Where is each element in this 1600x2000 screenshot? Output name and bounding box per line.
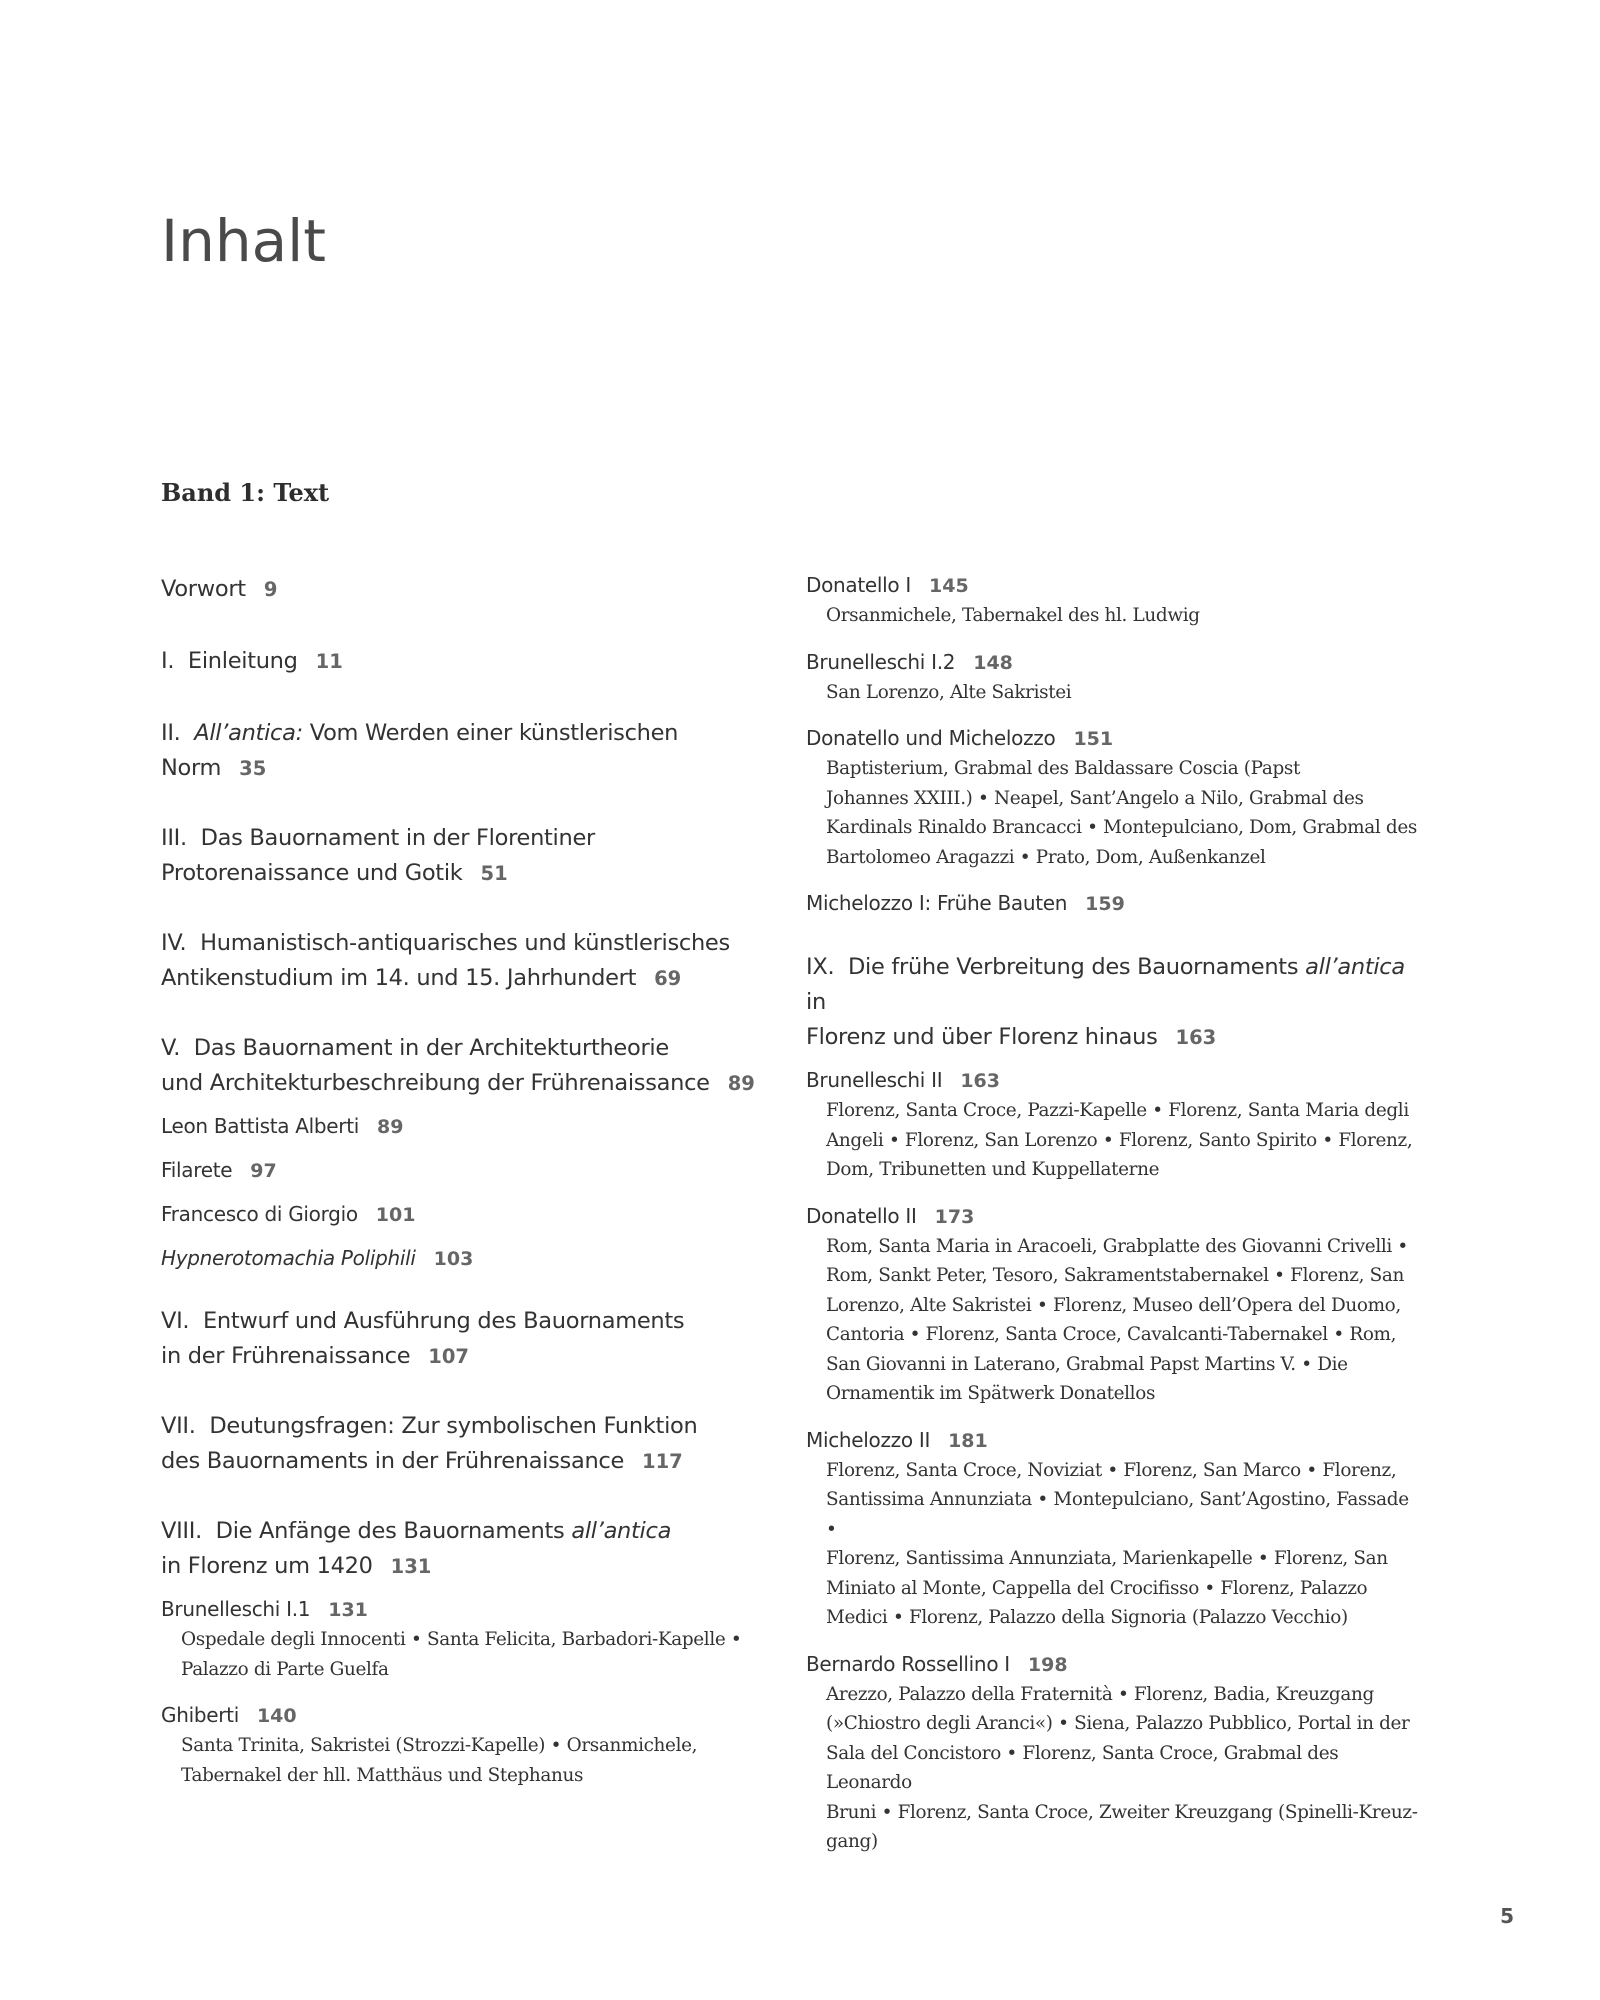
- entry-title-italic: All’antica:: [194, 720, 303, 746]
- description-line: Rom, Sankt Peter, Tesoro, Sakramentstabernakel • Florenz, San: [826, 1265, 1404, 1286]
- subentry-title: Bernardo Rossellino I: [806, 1651, 1010, 1676]
- subentry-title: Donatello und Michelozzo: [806, 726, 1056, 750]
- description-line: Bruni • Florenz, Santa Croce, Zweiter Kreuzgang (Spinelli-Kreuz-: [826, 1801, 1418, 1823]
- chapter-number: III.: [161, 825, 187, 851]
- subentry-title: Brunelleschi II: [806, 1068, 943, 1092]
- subentry-title: Hypnerotomachia Poliphili: [161, 1246, 416, 1270]
- entry-title-line2: Protorenaissance und Gotik: [161, 860, 463, 886]
- subentry-page: 159: [1085, 893, 1125, 915]
- entry-title-italic: all’antica: [1305, 954, 1405, 980]
- entry-title: Vorwort: [161, 576, 246, 602]
- description-line: Florenz, Santa Croce, Pazzi-Kapelle • Florenz, Santa Maria degli: [826, 1100, 1409, 1121]
- entry-title-line2: des Bauornaments in der Frührenaissance: [161, 1448, 625, 1474]
- subentry-title: Brunelleschi I.1: [161, 1597, 311, 1621]
- description-line: Miniato al Monte, Cappella del Crocifisso • Florenz, Palazzo: [826, 1577, 1368, 1599]
- description-line: Cantoria • Florenz, Santa Croce, Cavalcanti-Tabernakel • Rom,: [826, 1324, 1397, 1345]
- subentry-page: 89: [377, 1116, 404, 1138]
- subentry-description: [161, 1731, 761, 1790]
- entry-title: Das Bauornament in der Architekturtheorie: [193, 1035, 669, 1061]
- description-line: Santissima Annunziata • Montepulciano, Sant’Agostino, Fassade •: [826, 1489, 1409, 1540]
- entry-page: 107: [428, 1345, 469, 1368]
- toc-entry-chapter-4[interactable]: [161, 926, 761, 996]
- description-line: Baptisterium, Grabmal des Baldassare Coscia (Papst: [826, 758, 1300, 779]
- subentry-page: 151: [1073, 728, 1114, 750]
- entry-title-line2: in der Frührenaissance: [161, 1343, 411, 1369]
- description-line: Tabernakel der hll. Matthäus und Stephanus: [181, 1764, 584, 1786]
- toc-subentry[interactable]: [806, 647, 1418, 678]
- description-line: San Lorenzo, Alte Sakristei: [826, 681, 1072, 703]
- subentry-title: Michelozzo I: Frühe Bauten: [806, 891, 1068, 915]
- toc-entry-chapter-3[interactable]: [161, 821, 761, 891]
- chapter-number: V.: [161, 1035, 181, 1061]
- subentry-description: [806, 1680, 1418, 1857]
- entry-title: Das Bauornament in der Florentiner: [200, 825, 595, 851]
- subentry-page: 103: [433, 1248, 474, 1270]
- entry-title: Deutungsfragen: Zur symbolischen Funktion: [209, 1413, 698, 1439]
- subentry-page: 131: [328, 1599, 368, 1621]
- subentry-page: 181: [948, 1429, 988, 1452]
- subentry-page: 163: [960, 1070, 1000, 1092]
- subentry-page: 145: [929, 575, 969, 597]
- band-heading: Band 1: Text: [161, 478, 330, 507]
- subentry-title: Ghiberti: [161, 1703, 239, 1727]
- entry-title-line2: und Architekturbeschreibung der Frührenaissance: [161, 1070, 710, 1096]
- description-line: Kardinals Rinaldo Brancacci • Montepulciano, Dom, Grabmal des: [826, 817, 1417, 838]
- toc-entry-chapter-1[interactable]: [161, 644, 761, 679]
- subentry-description: [806, 678, 1418, 708]
- entry-page: 69: [654, 967, 682, 990]
- description-line: Dom, Tribunetten und Kuppellaterne: [826, 1159, 1160, 1180]
- chapter-number: VIII.: [161, 1518, 202, 1544]
- entry-title: Die frühe Verbreitung des Bauornaments: [848, 954, 1299, 980]
- description-line: Angeli • Florenz, San Lorenzo • Florenz, Santo Spirito • Florenz,: [826, 1129, 1413, 1151]
- subentry-description: [806, 1232, 1418, 1409]
- chapter-number: IX.: [806, 954, 835, 980]
- subentry-page: 198: [1027, 1653, 1068, 1676]
- chapter-number: II.: [161, 720, 181, 746]
- subentry-page: 173: [934, 1205, 975, 1228]
- toc-subentry[interactable]: [806, 570, 1418, 601]
- subentry-title: Brunelleschi I.2: [806, 649, 956, 674]
- toc-subentry[interactable]: [161, 1199, 761, 1230]
- toc-subentry[interactable]: [161, 1111, 761, 1142]
- entry-title: Entwurf und Ausführung des Bauornaments: [203, 1308, 685, 1334]
- subentry-page: 148: [973, 651, 1013, 674]
- entry-title-italic: all’antica: [571, 1518, 672, 1544]
- toc-subentry[interactable]: [806, 888, 1418, 919]
- subentry-description: [806, 601, 1418, 631]
- subentry-title: Donatello II: [806, 1203, 917, 1228]
- entry-page: 9: [263, 578, 278, 601]
- entry-page: 11: [315, 650, 343, 673]
- page-title: Inhalt: [161, 207, 327, 275]
- toc-entry-chapter-9[interactable]: [806, 950, 1418, 1055]
- entry-title-line2: Florenz und über Florenz hinaus: [806, 1024, 1158, 1050]
- entry-page: 163: [1175, 1026, 1217, 1049]
- page-number: 5: [1500, 1904, 1514, 1928]
- entry-title-post: in: [806, 989, 826, 1015]
- entry-title-line2: in Florenz um 1420: [161, 1553, 373, 1579]
- chapter-number: IV.: [161, 930, 187, 956]
- toc-subentry[interactable]: [161, 1155, 761, 1186]
- entry-title: Vom Werden einer künstlerischen: [309, 720, 679, 746]
- entry-page: 89: [727, 1072, 755, 1095]
- toc-entry-chapter-8[interactable]: [161, 1514, 761, 1584]
- chapter-number: VII.: [161, 1413, 196, 1439]
- toc-subentry[interactable]: [806, 1425, 1418, 1456]
- entry-title: Die Anfänge des Bauornaments: [215, 1518, 565, 1544]
- subentry-title: Leon Battista Alberti: [161, 1114, 360, 1138]
- subentry-description: [806, 754, 1418, 872]
- toc-subentry[interactable]: [806, 1065, 1418, 1096]
- entry-title: Humanistisch-antiquarisches und künstlerisches: [200, 930, 730, 956]
- description-line: Bartolomeo Aragazzi • Prato, Dom, Außenkanzel: [826, 846, 1266, 868]
- toc-right-column: [806, 570, 1418, 1857]
- description-line: (»Chiostro degli Aranci«) • Siena, Palazzo Pubblico, Portal in der: [826, 1713, 1410, 1734]
- entry-title-line2: Antikenstudium im 14. und 15. Jahrhundert: [161, 965, 637, 991]
- chapter-number: VI.: [161, 1308, 190, 1334]
- description-line: Ospedale degli Innocenti • Santa Felicita, Barbadori-Kapelle •: [181, 1629, 742, 1650]
- description-line: Rom, Santa Maria in Aracoeli, Grabplatte des Giovanni Crivelli •: [826, 1235, 1408, 1257]
- toc-entry-chapter-7[interactable]: [161, 1409, 761, 1479]
- description-line: Palazzo di Parte Guelfa: [181, 1658, 389, 1680]
- entry-page: 117: [642, 1450, 683, 1473]
- subentry-description: [806, 1456, 1418, 1633]
- description-line: Florenz, Santissima Annunziata, Marienkapelle • Florenz, San: [826, 1548, 1388, 1569]
- toc-subentry[interactable]: [161, 1594, 761, 1625]
- subentry-page: 140: [256, 1705, 297, 1727]
- toc-subentry[interactable]: [161, 1243, 761, 1274]
- entry-title-line2: Norm: [161, 755, 222, 781]
- subentry-description: [806, 1096, 1418, 1185]
- toc-subentry[interactable]: [806, 1201, 1418, 1232]
- entry-title: Einleitung: [187, 648, 298, 674]
- subentry-title: Donatello I: [806, 573, 912, 597]
- description-line: Johannes XXIII.) • Neapel, Sant’Angelo a Nilo, Grabmal des: [826, 787, 1364, 809]
- toc-entry-chapter-6[interactable]: [161, 1304, 761, 1374]
- subentry-title: Francesco di Giorgio: [161, 1202, 358, 1226]
- description-line: Arezzo, Palazzo della Fraternità • Florenz, Badia, Kreuzgang: [826, 1683, 1374, 1705]
- description-line: Medici • Florenz, Palazzo della Signoria (Palazzo Vecchio): [826, 1607, 1348, 1628]
- chapter-number: I.: [161, 648, 175, 674]
- subentry-page: 101: [375, 1204, 416, 1226]
- description-line: Lorenzo, Alte Sakristei • Florenz, Museo dell’Opera del Duomo,: [826, 1294, 1401, 1316]
- entry-page: 51: [480, 862, 508, 885]
- toc-entry-chapter-5[interactable]: [161, 1031, 761, 1101]
- description-line: Ornamentik im Spätwerk Donatellos: [826, 1383, 1156, 1404]
- description-line: Santa Trinita, Sakristei (Strozzi-Kapelle) • Orsanmichele,: [181, 1735, 698, 1756]
- toc-subentry[interactable]: [806, 723, 1418, 754]
- entry-page: 35: [239, 757, 267, 780]
- subentry-page: 97: [250, 1160, 277, 1182]
- toc-subentry[interactable]: [161, 1700, 761, 1731]
- description-line: gang): [826, 1831, 878, 1852]
- description-line: Sala del Concistoro • Florenz, Santa Croce, Grabmal des Leonardo: [826, 1742, 1339, 1793]
- entry-page: 131: [390, 1555, 432, 1578]
- description-line: San Giovanni in Laterano, Grabmal Papst Martins V. • Die: [826, 1353, 1348, 1375]
- subentry-description: [161, 1625, 761, 1684]
- subentry-title: Michelozzo II: [806, 1427, 931, 1452]
- description-line: Orsanmichele, Tabernakel des hl. Ludwig: [826, 605, 1200, 626]
- toc-left-column: [161, 570, 761, 1790]
- toc-entry-chapter-2[interactable]: [161, 716, 761, 786]
- subentry-title: Filarete: [161, 1158, 233, 1182]
- toc-subentry[interactable]: [806, 1649, 1418, 1680]
- toc-entry-vorwort[interactable]: [161, 572, 761, 607]
- description-line: Florenz, Santa Croce, Noviziat • Florenz, San Marco • Florenz,: [826, 1459, 1397, 1481]
